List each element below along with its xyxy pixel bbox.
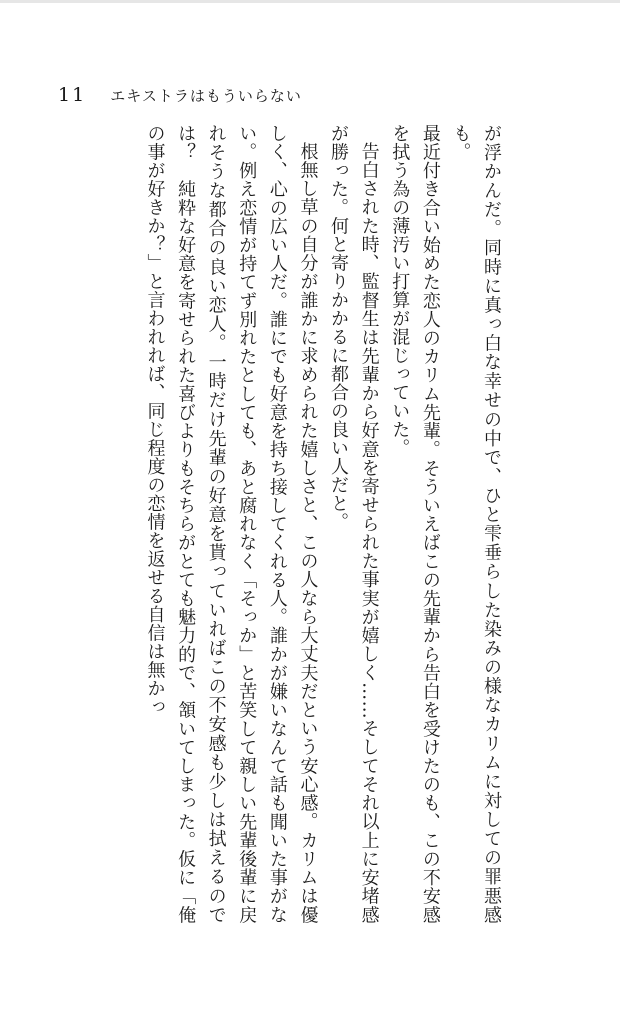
paragraph-2: 最近付き合い始めた恋人のカリム先輩。そういえばこの先輩から告白を受けたのも、この不安感を拭う為の薄汚い打算が混じっていた。 — [389, 124, 441, 924]
page-number: 11 — [58, 84, 87, 106]
running-header — [58, 84, 302, 110]
vertical-body-text — [76, 124, 506, 924]
book-title: エキストラはもういらない — [110, 87, 302, 105]
paragraph-1: が浮かんだ。同時に真っ白な幸せの中で、ひと雫垂らした染みの様なカリムに対しての罪悪感も。 — [450, 124, 502, 924]
top-edge-divider — [0, 0, 620, 3]
paragraph-3: 告白された時、監督生は先輩から好意を寄せられた事実が嬉しく……そしてそれ以上に安堵感が勝った。何と寄りかかるに都合の良い人だと。 — [328, 124, 380, 924]
paragraph-4: 根無し草の自分が誰かに求められた嬉しさと、この人なら大丈夫だという安心感。カリムは優しく、心の広い人だ。誰にでも好意を持ち接してくれる人。誰かが嫌いなんて話も聞いた事がない。例え恋情が持てず別れたとしても、あと腐れなく「そっか」と苦笑して親しい先輩後輩に戻れそうな都合の良い恋人。一時だけ先輩の好意を貰っていればこの不安感も少しは拭えるのでは？ 純粋な好意を寄せられた喜びよりもそちらがとても魅力的で、頷いてしまった。仮に「俺の事が好きか？」と言われれば、同じ程度の恋情を返せる自信は無かっ — [144, 124, 319, 924]
